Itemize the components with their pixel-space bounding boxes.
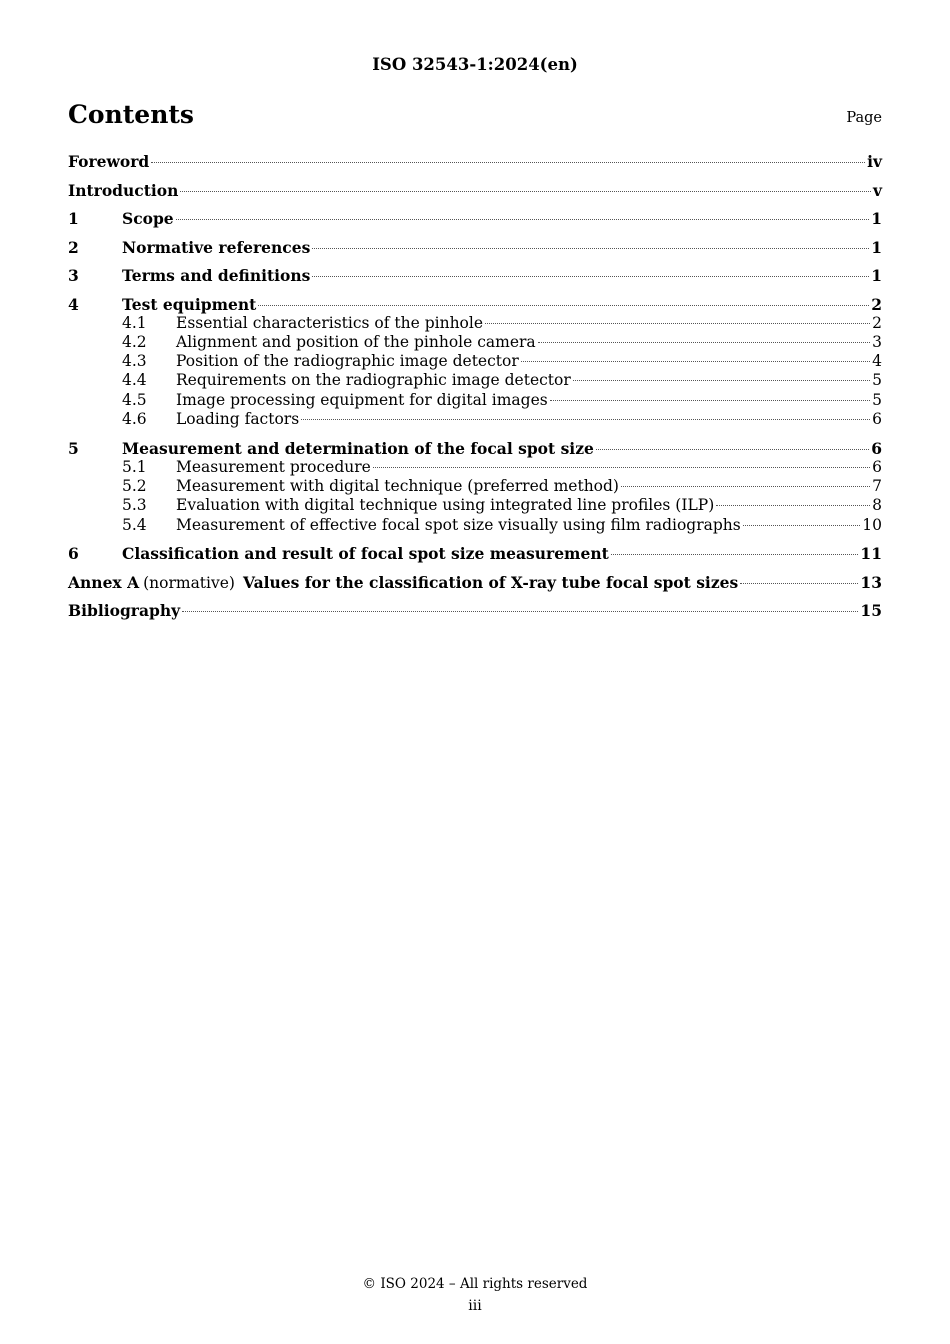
- toc-entry-number: 6: [68, 544, 79, 564]
- toc-entry-page: 10: [862, 515, 882, 534]
- toc-entry-number: 4.5: [122, 390, 147, 409]
- toc-entry-terms-and-definitions[interactable]: [68, 266, 882, 285]
- toc-entry-title: Scope: [122, 209, 174, 228]
- toc-entry-title: Measurement and determination of the focal spot size: [122, 438, 594, 458]
- toc-entry-title: Measurement procedure: [176, 457, 371, 476]
- toc-entry-test-equipment[interactable]: [68, 295, 882, 314]
- toc-entry-page: 1: [871, 237, 882, 257]
- toc-entry-number: 4.1: [122, 313, 147, 332]
- dot-leader: [176, 219, 870, 220]
- toc-entry-title: Values for the classification of X-ray tube focal spot sizes: [242, 572, 739, 592]
- dot-leader: [312, 276, 869, 277]
- toc-subentry-5-1[interactable]: [68, 458, 882, 477]
- dot-leader: [182, 611, 858, 612]
- toc-subentry-5-3[interactable]: [68, 496, 882, 515]
- toc-entry-number: 1: [68, 209, 79, 228]
- toc-entry-normative-references[interactable]: [68, 238, 882, 257]
- annex-label: Annex A: [68, 572, 140, 592]
- page-column-label: Page: [846, 110, 882, 126]
- toc-entry-page: 4: [872, 352, 882, 371]
- toc-entry-scope[interactable]: [68, 209, 882, 228]
- toc-entry-page: 3: [872, 332, 882, 351]
- toc-subentry-4-3[interactable]: [68, 352, 882, 371]
- toc-entry-page: 6: [872, 457, 882, 476]
- toc-entry-measurement-focal-spot[interactable]: [68, 439, 882, 458]
- toc-entry-page: 15: [860, 601, 882, 621]
- dot-leader: [312, 248, 869, 249]
- toc-subentry-4-1[interactable]: [68, 314, 882, 333]
- toc-entry-page: 5: [872, 390, 882, 409]
- toc-entry-page: 7: [872, 477, 882, 496]
- dot-leader: [485, 323, 870, 324]
- dot-leader: [621, 486, 870, 487]
- toc-entry-page: 1: [871, 209, 882, 228]
- toc-entry-page: 11: [860, 544, 882, 564]
- toc-entry-number: 4.3: [122, 352, 147, 371]
- dot-leader: [180, 191, 871, 192]
- toc-entry-number: 3: [68, 266, 79, 285]
- toc-entry-title: Loading factors: [176, 409, 300, 428]
- toc-subentry-4-6[interactable]: [68, 410, 882, 429]
- toc-entry-title: Measurement with digital technique (preferred method): [176, 477, 619, 496]
- toc-entry-page: 2: [871, 294, 882, 314]
- toc-entry-title: Essential characteristics of the pinhole: [176, 313, 484, 332]
- page-number: iii: [468, 1298, 482, 1314]
- toc-entry-number: 5.4: [122, 515, 147, 534]
- toc-entry-bibliography[interactable]: [68, 601, 882, 620]
- dot-leader: [716, 505, 870, 506]
- toc-entry-page: 13: [860, 572, 882, 592]
- toc-entry-number: 5.1: [122, 457, 147, 476]
- toc-subentry-5-2[interactable]: [68, 477, 882, 496]
- toc-entry-page: v: [872, 180, 882, 200]
- table-of-contents: [68, 152, 882, 620]
- toc-entry-page: iv: [867, 152, 882, 171]
- toc-entry-title: Test equipment: [122, 294, 257, 314]
- toc-entry-number: 4.4: [122, 371, 147, 390]
- toc-entry-annex-a[interactable]: [68, 573, 882, 592]
- document-id-header: ISO 32543-1:2024(en): [372, 55, 578, 74]
- toc-entry-title: Bibliography: [68, 601, 181, 621]
- dot-leader: [611, 554, 859, 555]
- dot-leader: [596, 449, 869, 450]
- contents-title: Contents: [68, 100, 195, 129]
- toc-entry-page: 8: [872, 496, 882, 515]
- toc-entry-introduction[interactable]: [68, 181, 882, 200]
- copyright-footer: © ISO 2024 – All rights reserved: [362, 1276, 588, 1292]
- toc-entry-page: 2: [872, 313, 882, 332]
- toc-entry-title: Position of the radiographic image detector: [176, 352, 519, 371]
- contents-heading-row: [68, 100, 882, 134]
- toc-subentry-5-4[interactable]: [68, 516, 882, 535]
- toc-entry-classification-result[interactable]: [68, 544, 882, 563]
- toc-entry-title: Introduction: [68, 180, 179, 200]
- toc-entry-title: Normative references: [122, 237, 311, 257]
- toc-subentry-4-2[interactable]: [68, 333, 882, 352]
- toc-entry-page: 6: [872, 409, 882, 428]
- dot-leader: [373, 467, 870, 468]
- dot-leader: [740, 583, 858, 584]
- dot-leader: [573, 380, 870, 381]
- toc-entry-number: 4.2: [122, 332, 147, 351]
- toc-entry-foreword[interactable]: [68, 152, 882, 171]
- toc-subentry-4-4[interactable]: [68, 371, 882, 390]
- toc-entry-number: 4.6: [122, 409, 147, 428]
- toc-subentry-4-5[interactable]: [68, 391, 882, 410]
- toc-entry-title: Image processing equipment for digital images: [176, 390, 548, 409]
- toc-entry-page: 6: [871, 438, 882, 458]
- toc-entry-title: Requirements on the radiographic image detector: [176, 371, 571, 390]
- toc-entry-number: 4: [68, 294, 79, 314]
- toc-entry-page: 5: [872, 371, 882, 390]
- toc-entry-page: 1: [871, 266, 882, 285]
- toc-entry-number: 5.3: [122, 496, 147, 515]
- toc-entry-title: Alignment and position of the pinhole camera: [176, 332, 536, 351]
- dot-leader: [301, 419, 870, 420]
- dot-leader: [538, 342, 870, 343]
- dot-leader: [151, 162, 865, 163]
- dot-leader: [521, 361, 870, 362]
- dot-leader: [550, 400, 870, 401]
- toc-entry-title: Classification and result of focal spot size measurement: [122, 544, 609, 564]
- toc-entry-number: 5.2: [122, 477, 147, 496]
- toc-entry-title: Measurement of effective focal spot size visually using film radiographs: [176, 515, 741, 534]
- toc-entry-number: 5: [68, 438, 79, 458]
- dot-leader: [258, 305, 869, 306]
- toc-entry-title: Terms and definitions: [122, 266, 311, 285]
- dot-leader: [743, 525, 861, 526]
- annex-type: (normative): [143, 573, 235, 592]
- toc-entry-number: 2: [68, 237, 79, 257]
- toc-entry-title: Foreword: [68, 152, 150, 171]
- toc-entry-title: Evaluation with digital technique using integrated line profiles (ILP): [176, 496, 715, 515]
